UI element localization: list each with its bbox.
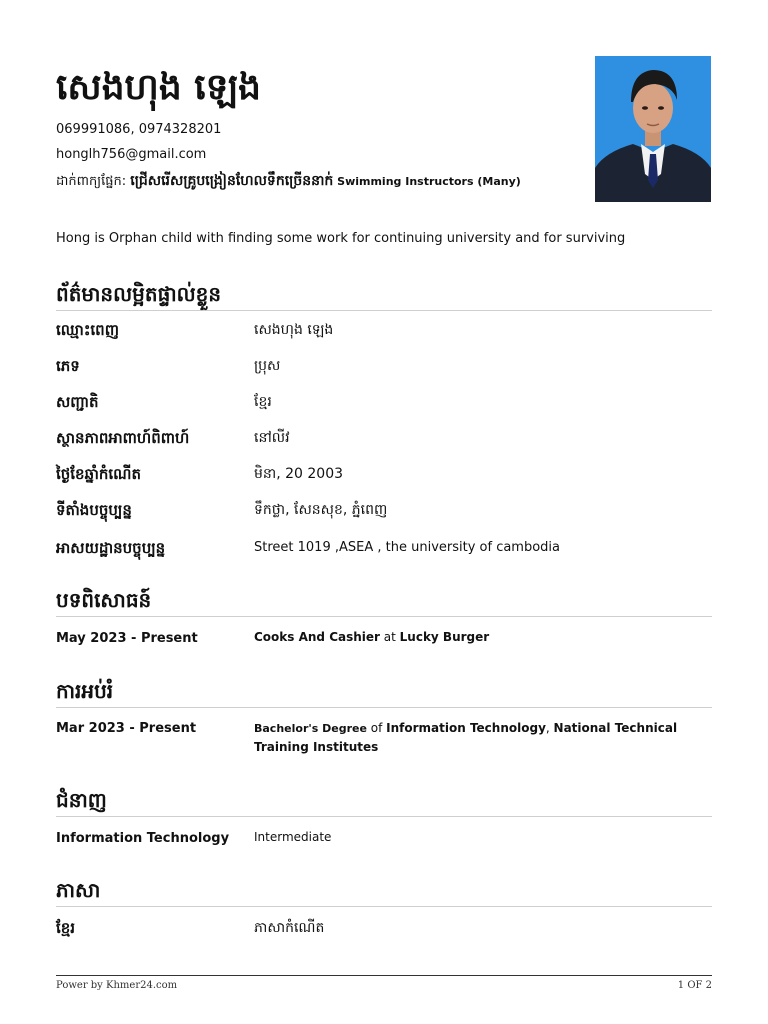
- value-full-name: សេងហុង ឡេង: [254, 322, 334, 338]
- section-title-experience: បទពិសោធន៍: [56, 586, 712, 617]
- profile-photo: [595, 56, 711, 202]
- education-school: National Technical Training Institutes: [254, 721, 678, 754]
- education-entry: [254, 719, 694, 757]
- email-address: honglh756@gmail.com: [56, 147, 207, 162]
- experience-date: May 2023 - Present: [56, 631, 198, 646]
- value-date-of-birth: មិនា, 20 2003: [254, 466, 344, 482]
- label-gender: ភេទ: [56, 357, 80, 375]
- summary-text: Hong is Orphan child with finding some work for continuing university and for surviving: [56, 231, 626, 246]
- education-of: of: [366, 721, 387, 735]
- language-level: ភាសាកំណើត: [254, 920, 325, 936]
- footer-powered-by: Power by Khmer24.com: [56, 980, 178, 991]
- language-name: ខ្មែរ: [56, 919, 76, 937]
- footer-page-number: 1 OF 2: [677, 980, 712, 991]
- section-title-personal: ព័ត៌មានលម្អិតផ្ទាល់ខ្លួន: [56, 280, 712, 311]
- value-current-location: ទឹកថ្លា, សែនសុខ, ភ្នំពេញ: [254, 502, 388, 518]
- position-value: ជ្រើសរើសគ្រូបង្រៀនហែលទឹកច្រើននាក់: [130, 173, 334, 189]
- profile-photo-image: [595, 56, 711, 202]
- section-title-skills: ជំនាញ: [56, 786, 712, 817]
- value-current-address: Street 1019 ,ASEA , the university of cambodia: [254, 540, 561, 555]
- footer-divider: [56, 975, 712, 976]
- skill-name: Information Technology: [56, 831, 230, 846]
- education-field: Information Technology: [386, 721, 546, 735]
- value-gender: ប្រុស: [254, 358, 281, 374]
- applied-position: [56, 170, 586, 193]
- phone-numbers: 069991086, 0974328201: [56, 122, 222, 137]
- value-nationality: ខ្មែរ: [254, 394, 272, 410]
- education-comma: ,: [545, 721, 554, 735]
- education-date: Mar 2023 - Present: [56, 721, 197, 736]
- section-title-languages: ភាសា: [56, 876, 712, 907]
- label-nationality: សញ្ជាតិ: [56, 393, 99, 411]
- experience-at: at: [379, 630, 400, 644]
- label-marital-status: ស្ថានភាពអាពាហ៍ពិពាហ៍: [56, 429, 190, 447]
- label-current-location: ទីតាំងបច្ចុប្បន្ន: [56, 501, 132, 519]
- value-marital-status: នៅលីវ: [254, 430, 290, 446]
- position-value-english: Swimming Instructors (Many): [333, 175, 521, 188]
- skill-level: Intermediate: [254, 830, 332, 844]
- label-current-address: អាសយដ្ឋានបច្ចុប្បន្ន: [56, 539, 166, 557]
- position-label: ដាក់ពាក្យផ្នែក:: [56, 174, 131, 189]
- candidate-name: សេងហុង ឡេង: [56, 67, 262, 108]
- experience-entry: [254, 628, 694, 647]
- experience-company: Lucky Burger: [399, 630, 490, 644]
- experience-role: Cooks And Cashier: [254, 630, 380, 644]
- label-full-name: ឈ្មោះពេញ: [56, 321, 119, 339]
- label-date-of-birth: ថ្ងៃខែឆ្នាំកំណើត: [56, 465, 141, 483]
- section-title-education: ការអប់រំ: [56, 677, 712, 708]
- education-degree: Bachelor's Degree: [254, 722, 367, 735]
